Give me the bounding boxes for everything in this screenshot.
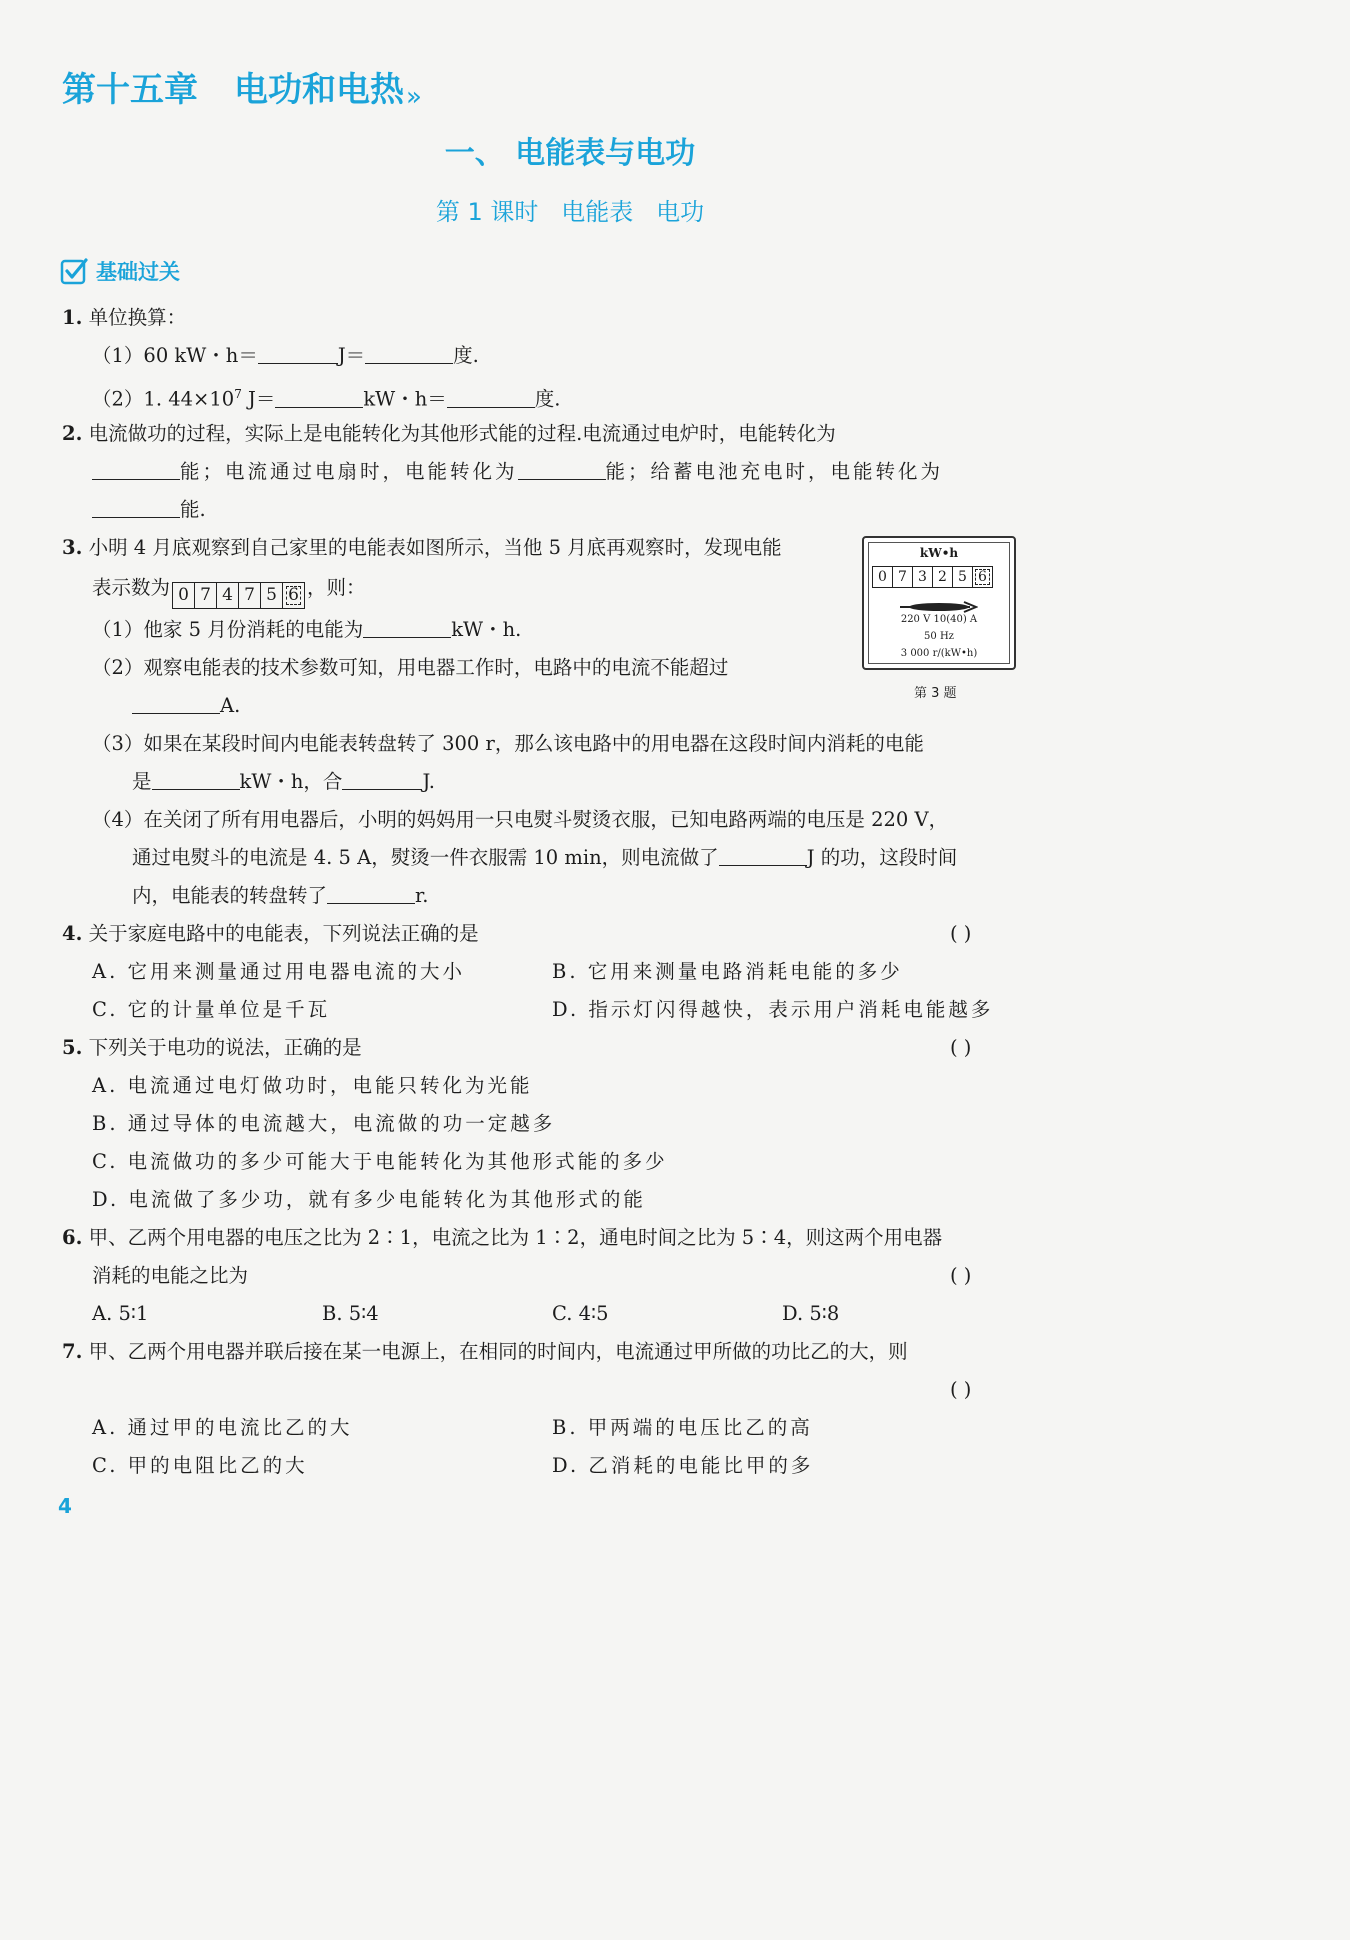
option-d[interactable]: D. 乙消耗的电能比甲的多 [552, 1454, 814, 1477]
answer-blank[interactable] [363, 617, 451, 638]
answer-blank[interactable] [518, 459, 606, 480]
meter-unit: kW•h [919, 546, 959, 560]
answer-blank[interactable] [719, 845, 807, 866]
chevron-right-icon: » [406, 82, 422, 112]
question-6-line-2: 消耗的电能之比为 [92, 1264, 249, 1287]
page-number: 4 [58, 1494, 72, 1518]
answer-parentheses[interactable]: ( ) [950, 1378, 972, 1401]
chapter-title: 电功和电热 [234, 70, 404, 110]
option-b[interactable]: B. 5∶4 [322, 1302, 379, 1325]
electric-meter-figure [862, 536, 1016, 670]
question-6: 6. 甲、乙两个用电器的电压之比为 2∶1，电流之比为 1∶2，通电时间之比为 5∶4，则这两个用电器 [62, 1226, 943, 1249]
option-c[interactable]: C. 甲的电阻比乙的大 [92, 1454, 308, 1477]
question-3-part-3: （3）如果在某段时间内电能表转盘转了 300 r，那么该电路中的用电器在这段时间内消耗的电能 [92, 732, 924, 755]
question-3-part-2-line-2: A. [132, 692, 240, 720]
question-7: 7. 甲、乙两个用电器并联后接在某一电源上，在相同的时间内，电流通过甲所做的功比乙的大，则 [62, 1340, 908, 1363]
lesson-title: 第 1 课时 电能表 电功 [435, 198, 705, 226]
question-5: 5. 下列关于电功的说法，正确的是 [62, 1036, 362, 1059]
option-a[interactable]: A. 电流通过电灯做功时，电能只转化为光能 [92, 1074, 533, 1097]
figure-caption: 第 3 题 [914, 686, 957, 701]
answer-blank[interactable] [342, 769, 422, 790]
answer-blank[interactable] [275, 387, 363, 408]
meter-display: 0 7 3 2 5 6 [872, 566, 993, 588]
answer-blank[interactable] [132, 693, 220, 714]
option-d[interactable]: D. 指示灯闪得越快，表示用户消耗电能越多 [552, 998, 994, 1021]
question-3-part-3-line-2: 是 kW・h，合 J. [132, 770, 435, 793]
question-1: 1. 单位换算： [62, 306, 187, 329]
question-1-part-2: （2）1. $44\times 10^7$ J＝ kW・h＝ 度. [92, 387, 561, 411]
question-3-part-4: （4）在关闭了所有用电器后，小明的妈妈用一只电熨斗熨烫衣服，已知电路两端的电压是 220 V， [92, 808, 949, 831]
question-3: 3. 小明 4 月底观察到自己家里的电能表如图所示，当他 5 月底再观察时，发现电能 [62, 536, 782, 559]
option-c[interactable]: C. 4∶5 [552, 1302, 609, 1325]
answer-parentheses[interactable]: ( ) [950, 1036, 972, 1059]
meter-spec-constant: 3 000 r/(kW•h) [900, 648, 978, 659]
meter-spec-frequency: 50 Hz [924, 631, 954, 642]
option-b[interactable]: B. 通过导体的电流越大，电流做的功一定越多 [92, 1112, 556, 1135]
question-2: 2. 电流做功的过程，实际上是电能转化为其他形式能的过程.电流通过电炉时，电能转化为 [62, 422, 836, 445]
badge-label: 基础过关 [96, 260, 180, 284]
option-c[interactable]: C. 电流做功的多少可能大于电能转化为其他形式能的多少 [92, 1150, 668, 1173]
meter-reading-digits: 0 7 4 7 5 6 [172, 582, 305, 609]
option-d[interactable]: D. 电流做了多少功，就有多少电能转化为其他形式的能 [92, 1188, 646, 1211]
question-3-part-1: （1）他家 5 月份消耗的电能为 kW・h. [92, 618, 522, 641]
option-b[interactable]: B. 甲两端的电压比乙的高 [552, 1416, 813, 1439]
section-title: 一、 电能表与电功 [444, 136, 696, 171]
answer-blank[interactable] [447, 387, 535, 408]
option-d[interactable]: D. 5∶8 [782, 1302, 840, 1325]
answer-blank[interactable] [258, 343, 338, 364]
option-a[interactable]: A. 通过甲的电流比乙的大 [92, 1416, 353, 1439]
question-3-part-4-line-3: 内，电能表的转盘转了 r. [132, 884, 429, 907]
answer-blank[interactable] [92, 497, 180, 518]
question-2-line-3: 能. [92, 496, 206, 524]
answer-blank[interactable] [152, 769, 240, 790]
question-2-line-2: 能；电流通过电扇时，电能转化为 能；给蓄电池充电时，电能转化为 [92, 458, 943, 486]
answer-blank[interactable] [365, 343, 453, 364]
question-1-part-1: （1）60 kW・h＝ J＝ 度. [92, 344, 479, 367]
option-b[interactable]: B. 它用来测量电路消耗电能的多少 [552, 960, 903, 983]
option-c[interactable]: C. 它的计量单位是千瓦 [92, 998, 331, 1021]
option-a[interactable]: A. 它用来测量通过用电器电流的大小 [92, 960, 465, 983]
meter-spec-rating: 220 V 10(40) A [900, 614, 978, 625]
meter-disc-icon [900, 600, 978, 614]
question-4: 4. 关于家庭电路中的电能表，下列说法正确的是 [62, 922, 479, 945]
question-3-part-2: （2）观察电能表的技术参数可知，用电器工作时，电路中的电流不能超过 [92, 656, 729, 679]
answer-blank[interactable] [327, 883, 415, 904]
option-a[interactable]: A. 5∶1 [92, 1302, 149, 1325]
basic-practice-badge [60, 255, 180, 287]
checkbox-icon [60, 257, 88, 285]
question-3-line-2: 表示数为 0 7 4 7 5 6 ，则： [92, 574, 366, 609]
chapter-label: 第十五章 [62, 70, 198, 110]
chapter-heading [62, 62, 422, 111]
answer-parentheses[interactable]: ( ) [950, 922, 972, 945]
answer-blank[interactable] [92, 459, 180, 480]
answer-parentheses[interactable]: ( ) [950, 1264, 972, 1287]
question-3-part-4-line-2: 通过电熨斗的电流是 4. 5 A，熨烫一件衣服需 10 min，则电流做了 J 的功，这段时间 [132, 846, 958, 869]
